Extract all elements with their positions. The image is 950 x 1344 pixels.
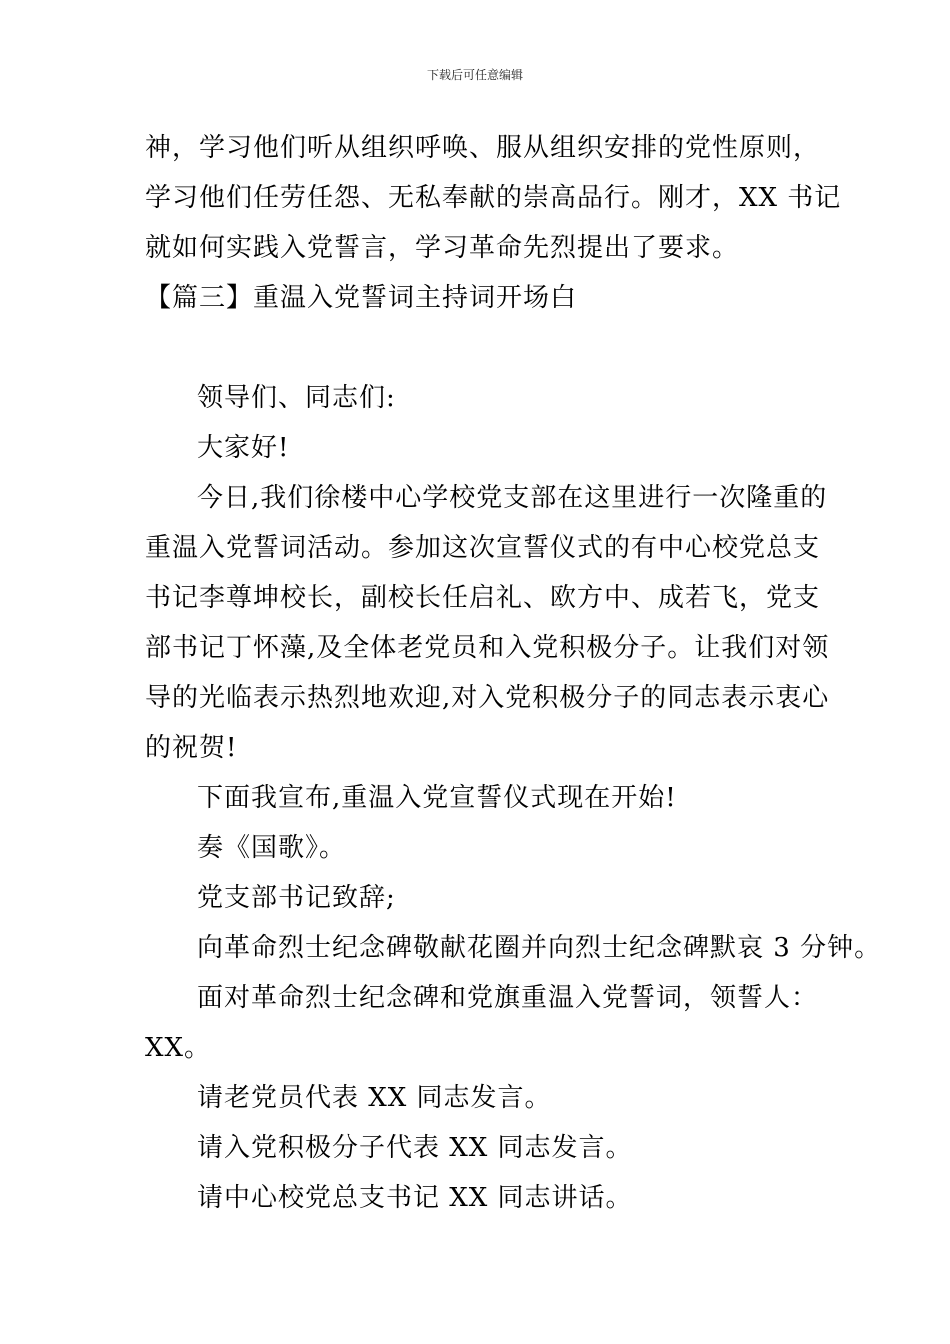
section-heading: 【篇三】重温入党誓词主持词开场白	[145, 283, 578, 313]
paragraph-line: 今日,我们徐楼中心学校党支部在这里进行一次隆重的	[197, 483, 828, 513]
paragraph-line: XX。	[145, 1033, 212, 1063]
paragraph-line: 请中心校党总支书记 XX 同志讲话。	[197, 1183, 633, 1213]
paragraph-line: 导的光临表示热烈地欢迎,对入党积极分子的同志表示衷心	[145, 683, 830, 713]
paragraph-line: 重温入党誓词活动。参加这次宣誓仪式的有中心校党总支	[145, 533, 821, 563]
paragraph-line: 大家好!	[197, 433, 290, 463]
paragraph-line: 党支部书记致辞;	[197, 883, 396, 913]
page-header: 下载后可任意编辑	[426, 68, 523, 82]
paragraph-line: 领导们、同志们:	[197, 383, 396, 413]
paragraph-line: 部书记丁怀藻,及全体老党员和入党积极分子。让我们对领	[145, 633, 830, 663]
paragraph-line: 向革命烈士纪念碑敬献花圈并向烈士纪念碑默哀 3 分钟。	[197, 933, 882, 963]
paragraph-line: 下面我宣布,重温入党宣誓仪式现在开始!	[197, 783, 677, 813]
paragraph-line: 学习他们任劳任怨、无私奉献的崇高品行。刚才，XX 书记	[145, 183, 842, 213]
paragraph-line: 的祝贺!	[145, 733, 238, 763]
paragraph-line: 就如何实践入党誓言，学习革命先烈提出了要求。	[145, 233, 740, 263]
paragraph-line: 请入党积极分子代表 XX 同志发言。	[197, 1133, 633, 1163]
paragraph-line: 奏《国歌》。	[197, 833, 347, 863]
paragraph-line: 请老党员代表 XX 同志发言。	[197, 1083, 552, 1113]
paragraph-line: 面对革命烈士纪念碑和党旗重温入党誓词，领誓人：	[197, 983, 819, 1013]
paragraph-line: 神，学习他们听从组织呼唤、服从组织安排的党性原则，	[145, 133, 821, 163]
paragraph-line: 书记李尊坤校长，副校长任启礼、欧方中、成若飞，党支	[145, 583, 821, 613]
